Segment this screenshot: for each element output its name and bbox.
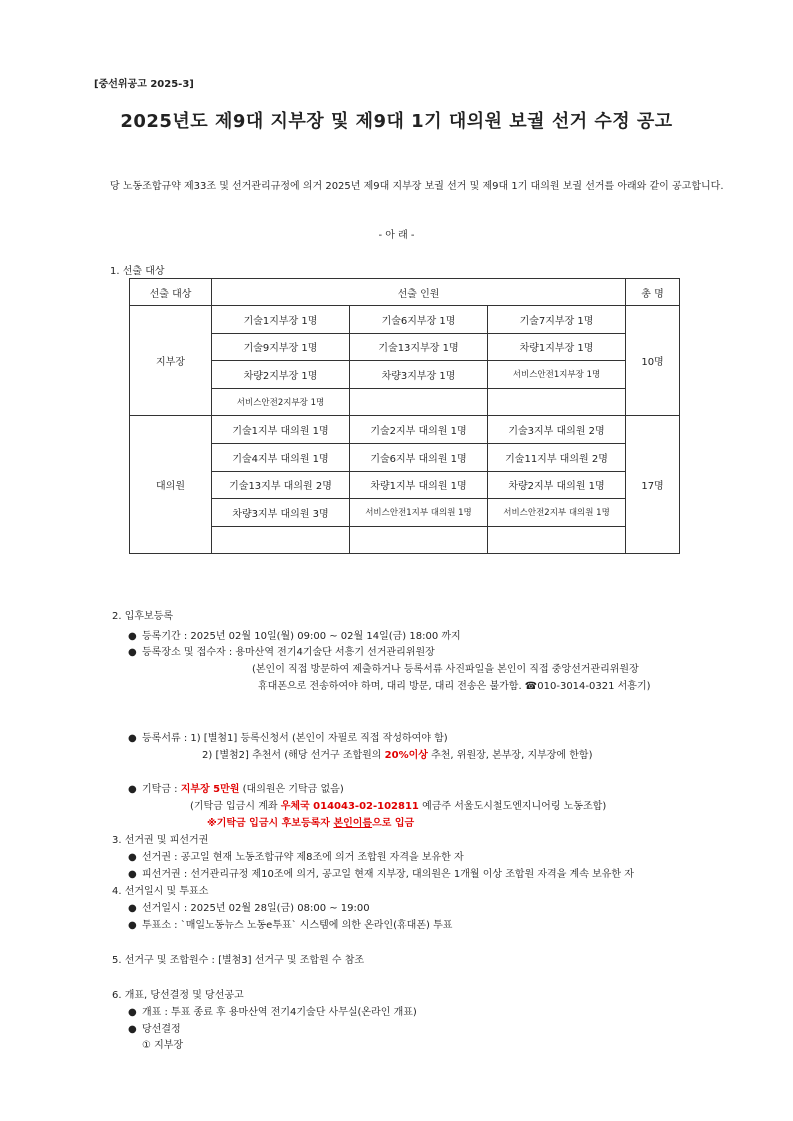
- table-cell: 기술13지부장 1명: [350, 333, 488, 361]
- list-item: [128, 780, 344, 795]
- table-cell: 기술11지부 대의원 2명: [488, 443, 626, 471]
- account-text: (기탁금 입금시 계좌: [190, 801, 281, 812]
- table-cell: 기술1지부장 1명: [212, 306, 350, 334]
- counting-info: 개표 : 투표 종료 후 용마산역 전기4기술단 사무실(온라인 개표): [142, 1007, 417, 1018]
- list-item: [128, 627, 461, 642]
- section-divider-arae: - 아 래 -: [378, 230, 415, 241]
- docs2-highlight: 20%이상: [384, 750, 428, 761]
- table-row: [130, 333, 680, 361]
- table-row: [130, 526, 680, 554]
- bullet-icon: ●: [128, 647, 137, 658]
- account-number: 우체국 014043-02-102811: [280, 801, 419, 812]
- section-5-title: 5. 선거구 및 조합원수 : [별첨3] 선거구 및 조합원 수 참조: [112, 955, 365, 966]
- table-row: [130, 306, 680, 334]
- table-cell: 기술6지부장 1명: [350, 306, 488, 334]
- section-4-title: 4. 선거일시 및 투표소: [112, 886, 209, 897]
- table-cell: 차량2지부장 1명: [212, 361, 350, 389]
- section-2-title: 2. 입후보등록: [112, 611, 174, 622]
- list-item: [128, 899, 370, 914]
- registration-docs-2: [202, 746, 593, 761]
- list-item: [128, 848, 464, 863]
- registration-place: 등록장소 및 접수자 : 용마산역 전기4기술단 서흥기 선거관리위원장: [142, 647, 435, 658]
- polling-place: 투표소 : `매일노동뉴스 노동e투표` 시스템에 의한 온라인(휴대폰) 투표: [142, 920, 453, 931]
- deposit-amount: 지부장 5만원: [180, 784, 240, 795]
- table-row: [130, 388, 680, 416]
- page-title: 2025년도 제9대 지부장 및 제9대 1기 대의원 보궐 선거 수정 공고: [120, 111, 673, 132]
- bullet-icon: ●: [128, 733, 137, 744]
- table-cell: 서비스안전2지부장 1명: [212, 388, 350, 416]
- list-item: [128, 643, 435, 658]
- table-cell: [350, 526, 488, 554]
- deposit-note: (대의원은 기탁금 없음): [239, 784, 344, 795]
- voting-right: 선거권 : 공고일 현재 노동조합규약 제8조에 의거 조합원 자격을 보유한 자: [142, 852, 464, 863]
- list-item: [128, 729, 448, 744]
- table-header-row: [130, 279, 680, 306]
- list-item: [128, 916, 452, 931]
- deposit-warning: [207, 814, 414, 829]
- group-total-jibu: 10명: [626, 306, 680, 416]
- table-row: [130, 443, 680, 471]
- table-cell: [488, 388, 626, 416]
- table-cell: 차량3지부 대의원 3명: [212, 499, 350, 527]
- sub-item-jibu: ① 지부장: [142, 1040, 184, 1051]
- table-cell: [350, 388, 488, 416]
- deposit-label: 기탁금 :: [142, 784, 181, 795]
- table-cell: 기술9지부장 1명: [212, 333, 350, 361]
- group-total-daeui: 17명: [626, 416, 680, 554]
- table-cell: 기술6지부 대의원 1명: [350, 443, 488, 471]
- candidate-table: [129, 278, 680, 554]
- table-cell: 서비스안전2지부 대의원 1명: [488, 499, 626, 527]
- warning-tail: 으로 입금: [372, 818, 415, 829]
- document-number: [중선위공고 2025-3]: [94, 79, 194, 90]
- bullet-icon: ●: [128, 920, 137, 931]
- list-item: [128, 865, 634, 880]
- election-decision: 당선결정: [142, 1024, 181, 1035]
- docs2-text: 2) [별첨2] 추천서 (해당 선거구 조합원의: [202, 750, 385, 761]
- intro-paragraph: 당 노동조합규약 제33조 및 선거관리규정에 의거 2025년 제9대 지부장 보궐 선거 및 제9대 1기 대의원 보궐 선거를 아래와 같이 공고합니다.: [110, 181, 724, 192]
- registration-note-2: 휴대폰으로 전송하여야 하며, 대리 방문, 대리 전송은 불가함. ☎010-3014-0321 서흥기): [258, 681, 651, 692]
- bullet-icon: ●: [128, 903, 137, 914]
- warning-text: ※기탁금 입금시 후보등록자: [207, 818, 334, 829]
- table-cell: 기술7지부장 1명: [488, 306, 626, 334]
- table-cell: 기술2지부 대의원 1명: [350, 416, 488, 444]
- table-cell: 서비스안전1지부장 1명: [488, 361, 626, 389]
- list-item: [128, 1003, 417, 1018]
- bullet-icon: ●: [128, 1024, 137, 1035]
- section-1-title: 1. 선출 대상: [110, 266, 165, 277]
- table-cell: 서비스안전1지부 대의원 1명: [350, 499, 488, 527]
- docs2-text-tail: 추천, 위원장, 본부장, 지부장에 한함): [427, 750, 593, 761]
- bullet-icon: ●: [128, 1007, 137, 1018]
- registration-period: 등록기간 : 2025년 02월 10일(월) 09:00 ~ 02월 14일(금) 18:00 까지: [142, 631, 461, 642]
- header-target: 선출 대상: [130, 279, 212, 306]
- election-date: 선거일시 : 2025년 02월 28일(금) 08:00 ~ 19:00: [142, 903, 370, 914]
- registration-docs-1: 등록서류 : 1) [별첨1] 등록신청서 (본인이 자필로 직접 작성하여야 함): [142, 733, 448, 744]
- registration-note-1: (본인이 직접 방문하여 제출하거나 등록서류 사진파일을 본인이 직접 중앙선거관리위원장: [252, 664, 639, 675]
- table-cell: 기술3지부 대의원 2명: [488, 416, 626, 444]
- table-row: [130, 499, 680, 527]
- group-label-daeui: 대의원: [130, 416, 212, 554]
- section-3-title: 3. 선거권 및 피선거권: [112, 835, 209, 846]
- table-cell: 기술13지부 대의원 2명: [212, 471, 350, 499]
- table-cell: [488, 526, 626, 554]
- table-row: [130, 416, 680, 444]
- table-cell: 기술4지부 대의원 1명: [212, 443, 350, 471]
- table-row: [130, 471, 680, 499]
- group-label-jibu: 지부장: [130, 306, 212, 416]
- table-cell: 차량2지부 대의원 1명: [488, 471, 626, 499]
- bullet-icon: ●: [128, 869, 137, 880]
- table-cell: 차량3지부장 1명: [350, 361, 488, 389]
- table-row: [130, 361, 680, 389]
- table-cell: 차량1지부 대의원 1명: [350, 471, 488, 499]
- header-total: 총 명: [626, 279, 680, 306]
- account-holder: 예금주 서울도시철도엔지니어링 노동조합): [418, 801, 607, 812]
- warning-underlined: 본인이름: [333, 818, 373, 829]
- table-cell: 기술1지부 대의원 1명: [212, 416, 350, 444]
- deposit-account: [190, 797, 606, 812]
- header-count: 선출 인원: [212, 279, 626, 306]
- table-cell: [212, 526, 350, 554]
- list-item: [128, 1020, 181, 1035]
- eligibility: 피선거권 : 선거관리규정 제10조에 의거, 공고일 현재 지부장, 대의원은 1개월 이상 조합원 자격을 계속 보유한 자: [142, 869, 634, 880]
- bullet-icon: ●: [128, 852, 137, 863]
- table-cell: 차량1지부장 1명: [488, 333, 626, 361]
- section-6-title: 6. 개표, 당선결정 및 당선공고: [112, 990, 244, 1001]
- bullet-icon: ●: [128, 784, 137, 795]
- bullet-icon: ●: [128, 631, 137, 642]
